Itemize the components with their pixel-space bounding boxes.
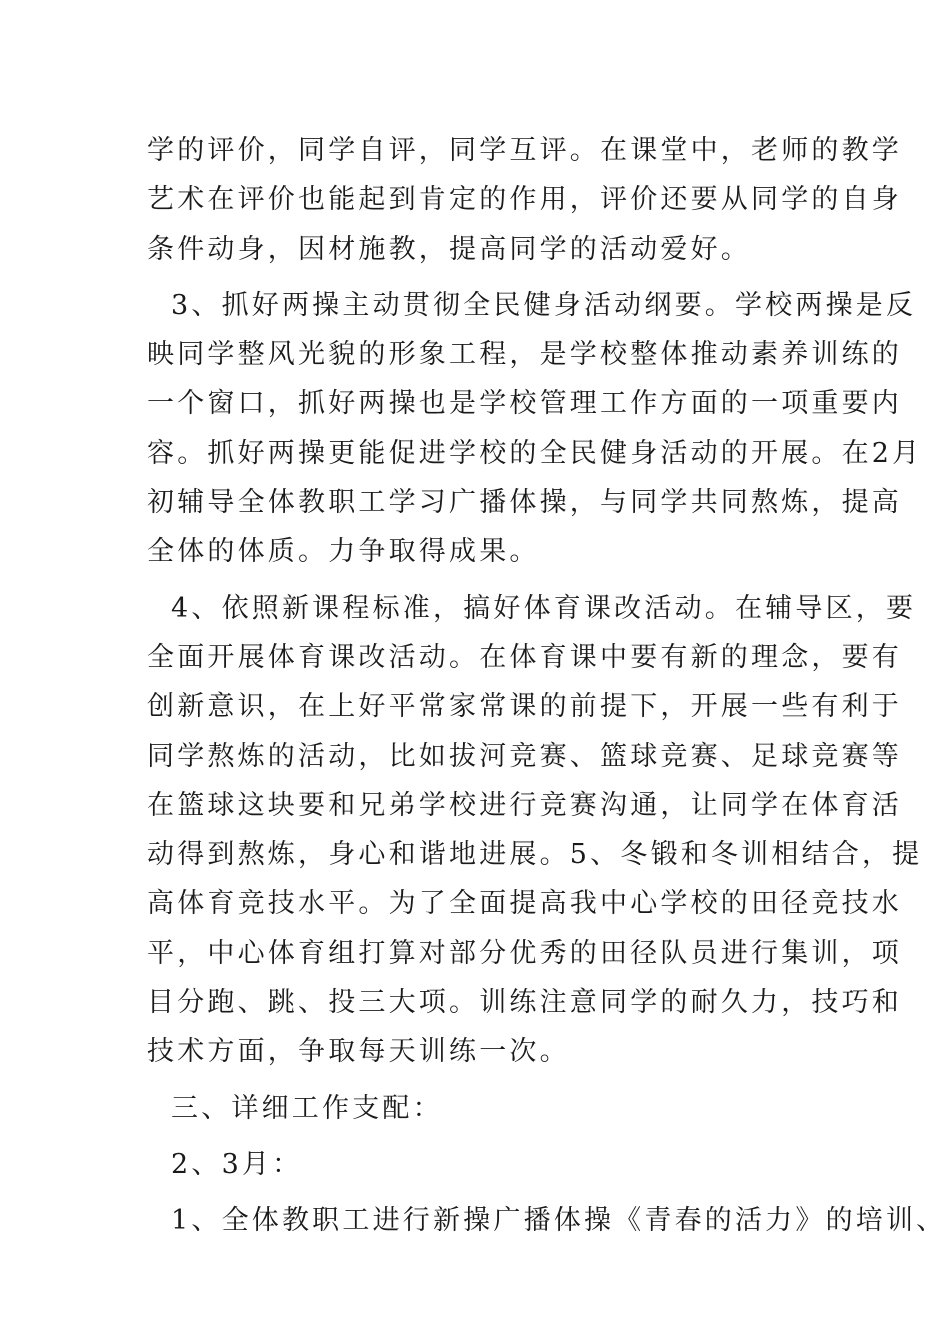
text-line: 4、依照新课程标准，搞好体育课改活动。在辅导区，要	[171, 592, 917, 624]
text-line: 映同学整风光貌的形象工程，是学校整体推动素养训练的	[147, 339, 902, 371]
text-line: 一个窗口，抓好两操也是学校管理工作方面的一项重要内	[147, 388, 902, 420]
text-line: 初辅导全体教职工学习广播体操，与同学共同熬炼，提高	[147, 487, 902, 519]
text-line: 平，中心体育组打算对部分优秀的田径队员进行集训，项	[147, 937, 902, 969]
text-line: 创新意识，在上好平常家常课的前提下，开展一些有利于	[147, 691, 902, 723]
text-line: 艺术在评价也能起到肯定的作用，评价还要从同学的自身	[147, 184, 902, 216]
subsection-heading: 2、3月：	[171, 1148, 303, 1180]
text-line: 在篮球这块要和兄弟学校进行竞赛沟通，让同学在体育活	[147, 789, 902, 821]
text-line: 全面开展体育课改活动。在体育课中要有新的理念，要有	[147, 641, 902, 673]
text-line: 3、抓好两操主动贯彻全民健身活动纲要。学校两操是反	[171, 289, 917, 321]
text-line: 技术方面，争取每天训练一次。	[147, 1036, 570, 1068]
section-heading: 三、详细工作支配：	[171, 1092, 443, 1124]
text-line: 容。抓好两操更能促进学校的全民健身活动的开展。在2月	[147, 437, 923, 469]
body-text	[147, 126, 947, 1246]
text-line: 学的评价，同学自评，同学互评。在课堂中，老师的教学	[147, 135, 902, 166]
text-line: 目分跑、跳、投三大项。训练注意同学的耐久力，技巧和	[147, 987, 902, 1019]
text-line: 高体育竞技水平。为了全面提高我中心学校的田径竞技水	[147, 888, 902, 920]
text-line: 条件动身，因材施教，提高同学的活动爱好。	[147, 233, 751, 265]
text-line: 动得到熬炼，身心和谐地进展。5、冬锻和冬训相结合，提	[147, 839, 923, 871]
text-line: 全体的体质。力争取得成果。	[147, 536, 540, 568]
text-line: 1、全体教职工进行新操广播体操《青春的活力》的培训、	[171, 1205, 947, 1237]
text-line: 同学熬炼的活动，比如拔河竞赛、篮球竞赛、足球竞赛等	[147, 740, 902, 772]
